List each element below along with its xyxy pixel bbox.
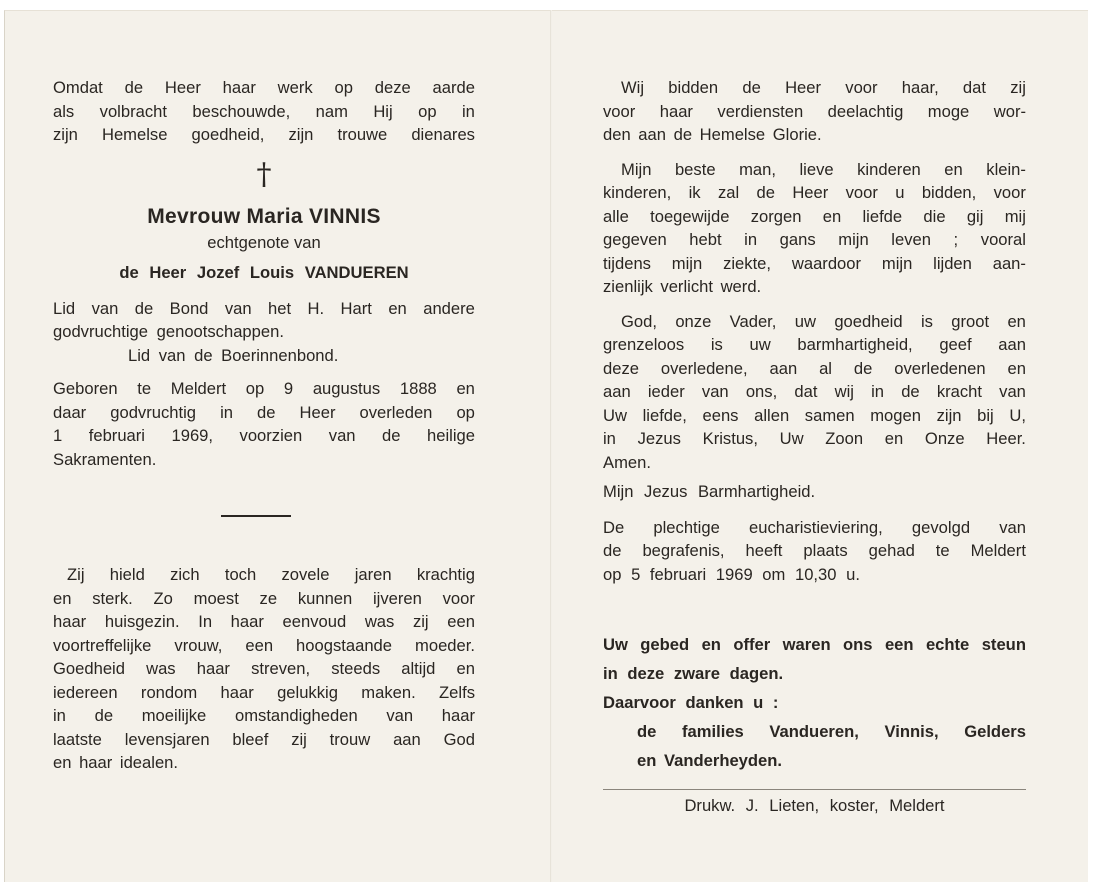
word: ze xyxy=(259,588,278,608)
spouse-name: de Heer Jozef Louis VANDUEREN xyxy=(119,262,409,282)
text-line xyxy=(53,76,475,100)
birth-paragraph xyxy=(53,377,475,471)
word: hebt xyxy=(689,230,722,249)
word: in xyxy=(871,382,885,401)
word: haar xyxy=(220,682,254,702)
word: moeilijke xyxy=(141,706,207,725)
word: zij xyxy=(291,729,307,749)
text-line xyxy=(603,310,1026,334)
word: zijn xyxy=(936,405,962,425)
word: families xyxy=(681,722,744,741)
word: offer xyxy=(733,635,771,654)
word: kinderen xyxy=(857,159,921,179)
word: Vader, xyxy=(729,311,777,331)
word: uw xyxy=(794,311,816,331)
word: steun xyxy=(981,635,1026,654)
word: zijn xyxy=(53,125,78,144)
word: in xyxy=(603,429,616,448)
word: en xyxy=(388,298,407,318)
word: godvruchtig xyxy=(110,402,197,422)
word: mijn xyxy=(838,230,869,249)
word: toegewijde xyxy=(650,206,730,226)
word: en xyxy=(1007,311,1026,331)
text-line xyxy=(603,158,1026,182)
word: de xyxy=(124,78,144,97)
word: van xyxy=(224,298,252,318)
prayer-paragraph-3 xyxy=(603,310,1026,475)
text-line xyxy=(603,205,1026,229)
word: hield xyxy=(109,565,145,584)
word: Heer xyxy=(785,78,822,97)
word: de xyxy=(134,298,154,318)
word: goedheid xyxy=(834,311,903,331)
word: Heer. xyxy=(986,429,1026,448)
text-line xyxy=(603,181,1026,205)
word: te xyxy=(935,541,950,560)
word: Uw xyxy=(779,429,804,448)
deceased-name: Mevrouw Maria VINNIS xyxy=(147,204,381,228)
word: verdiensten xyxy=(717,101,804,121)
word: toch xyxy=(224,565,257,584)
text-line xyxy=(603,516,1026,540)
word: lieve xyxy=(799,159,834,179)
word: was xyxy=(146,659,176,678)
word: haar xyxy=(196,659,230,678)
word: ons, xyxy=(745,382,778,401)
word: van xyxy=(328,426,356,445)
prayer-paragraph-1 xyxy=(603,76,1026,147)
word: Heer xyxy=(164,78,201,97)
word: waren xyxy=(782,635,831,654)
word: een xyxy=(245,635,274,655)
word: Zij xyxy=(67,565,85,584)
word: februari xyxy=(88,426,145,445)
word: huisgezin. xyxy=(104,612,180,631)
word: trouwe xyxy=(337,125,388,144)
word: Zoon xyxy=(825,429,864,448)
word: was xyxy=(364,612,395,631)
text-line: godvruchtige genootschappen. xyxy=(53,322,284,341)
word: kinderen, xyxy=(603,183,672,202)
word: groot xyxy=(951,311,990,331)
word: eenvoud xyxy=(282,612,347,631)
word: voor xyxy=(845,183,878,202)
word: rondom xyxy=(140,682,198,702)
text-line xyxy=(603,404,1026,428)
word: andere xyxy=(423,298,475,318)
word: een xyxy=(447,612,475,631)
word: tijdens xyxy=(603,253,651,273)
text-line: op 5 februari 1969 om 10,30 u. xyxy=(603,564,860,584)
printer-credit: Drukw. J. Lieten, koster, Meldert xyxy=(684,796,945,815)
word: Uw xyxy=(603,405,627,425)
word: Geboren xyxy=(53,379,118,398)
text-line xyxy=(53,681,475,705)
word: Mijn xyxy=(621,159,652,179)
text-line xyxy=(603,76,1026,100)
word: en xyxy=(53,588,72,608)
word: uw xyxy=(749,335,771,354)
word: haar xyxy=(230,612,264,631)
text-line: den aan de Hemelse Glorie. xyxy=(603,125,822,144)
word: Onze xyxy=(924,429,965,448)
word: op xyxy=(418,101,437,121)
word: dienares xyxy=(411,125,475,144)
membership-paragraph xyxy=(53,297,475,368)
word: de xyxy=(382,426,401,445)
text-line xyxy=(53,297,475,321)
word: Kristus, xyxy=(702,429,758,448)
footer-rule xyxy=(603,789,1026,790)
word: aan xyxy=(393,729,421,749)
word: echte xyxy=(925,635,970,654)
word: overleden xyxy=(359,402,433,422)
text-line xyxy=(603,252,1026,276)
word: van xyxy=(386,706,414,725)
word: ziekte, xyxy=(723,253,772,273)
word: zorgen xyxy=(750,206,802,226)
word: Omdat xyxy=(53,78,103,97)
word: aan xyxy=(603,382,631,401)
word: aarde xyxy=(432,78,475,97)
word: 1888 xyxy=(399,379,437,398)
word: wij xyxy=(834,382,854,401)
word: moest xyxy=(193,588,239,608)
spouse-label: echtgenote van xyxy=(207,232,321,252)
word: zal xyxy=(717,183,740,202)
word: De xyxy=(603,517,625,537)
word: bidden, xyxy=(921,183,977,202)
word: allen xyxy=(754,405,790,425)
text-line xyxy=(53,563,475,587)
word: God, xyxy=(621,311,657,331)
word: Hij xyxy=(373,101,393,121)
word: Hemelse xyxy=(101,125,168,144)
word: bij xyxy=(977,405,994,425)
text-line: in deze zware dagen. xyxy=(603,664,784,683)
word: mijn xyxy=(881,253,913,273)
word: Lid xyxy=(53,298,76,318)
word: geef xyxy=(939,335,972,354)
word: Vandueren, xyxy=(769,722,859,741)
word: zijn xyxy=(288,125,314,144)
text-line: Daarvoor danken u : xyxy=(603,693,779,712)
word: In xyxy=(198,612,213,631)
word: altijd xyxy=(401,659,436,678)
word: en xyxy=(944,159,963,179)
word: voor xyxy=(442,588,475,608)
word: vrouw, xyxy=(174,635,223,655)
word: de xyxy=(742,78,761,97)
word: het xyxy=(268,298,292,318)
word: gelukkig xyxy=(277,682,338,702)
cross-icon: † xyxy=(256,156,272,192)
word: Meldert xyxy=(170,379,227,398)
word: 1969, xyxy=(171,426,214,445)
word: ons xyxy=(843,635,873,654)
word: dat xyxy=(794,382,818,401)
word: gevolgd xyxy=(911,517,971,537)
word: trouw xyxy=(329,729,371,749)
word: barmhartigheid, xyxy=(797,335,913,354)
text-line xyxy=(603,333,1026,357)
word: alle xyxy=(603,206,629,226)
word: H. xyxy=(307,298,325,318)
thanks-block xyxy=(603,630,1026,775)
word: Jezus xyxy=(637,429,681,448)
word: lijden xyxy=(933,253,972,273)
word: ieder xyxy=(647,382,685,401)
word: zij xyxy=(1010,78,1026,97)
word: levensjaren xyxy=(124,729,210,749)
word: hoogstaande xyxy=(296,635,393,655)
word: maken. xyxy=(361,682,416,702)
text-line: Sakramenten. xyxy=(53,449,157,469)
text-line xyxy=(603,380,1026,404)
word: ; xyxy=(953,230,959,249)
word: steeds xyxy=(331,659,381,678)
word: Gelders xyxy=(964,722,1026,741)
word: beschouwde, xyxy=(192,101,291,121)
word: die xyxy=(923,206,946,226)
word: in xyxy=(53,706,66,725)
word: aan xyxy=(998,335,1026,354)
word: daar xyxy=(53,402,87,422)
word: van xyxy=(999,517,1026,537)
word: u xyxy=(895,183,905,202)
word: zovele xyxy=(281,565,330,584)
word: op xyxy=(245,379,265,398)
text-line: zienlijk verlicht werd. xyxy=(603,277,762,296)
word: de xyxy=(756,183,775,202)
word: haar xyxy=(222,78,256,97)
text-line xyxy=(53,100,475,124)
word: te xyxy=(137,379,152,398)
text-line xyxy=(53,587,475,611)
word: zij xyxy=(412,612,429,631)
word: 9 xyxy=(283,379,294,398)
text-line: Lid van de Boerinnenbond. xyxy=(128,345,339,365)
word: Meldert xyxy=(970,541,1026,560)
word: onze xyxy=(675,311,712,331)
word: de xyxy=(853,358,873,378)
text-line xyxy=(53,657,475,681)
word: en xyxy=(1007,358,1026,378)
word: nam xyxy=(315,101,348,121)
word: is xyxy=(920,311,933,331)
word: de xyxy=(637,722,657,741)
word: streven, xyxy=(251,659,311,678)
text-line xyxy=(603,427,1026,451)
word: voor xyxy=(993,183,1026,202)
word: Bond xyxy=(169,298,209,318)
word: voorzien xyxy=(239,426,303,445)
word: beste xyxy=(674,159,716,179)
word: en xyxy=(822,206,842,226)
word: moge xyxy=(927,101,970,121)
word: goedheid, xyxy=(191,125,265,144)
word: ik xyxy=(688,183,701,202)
word: aan- xyxy=(992,253,1026,273)
word: Goedheid xyxy=(53,659,125,678)
word: mogen xyxy=(870,405,921,425)
word: heilige xyxy=(427,426,475,445)
prayer-paragraph-2 xyxy=(603,158,1026,299)
word: haar xyxy=(441,706,475,725)
word: God xyxy=(443,729,475,749)
word: gebed xyxy=(640,635,690,654)
text-line xyxy=(603,539,1026,563)
word: overledenen xyxy=(894,358,986,378)
life-paragraph xyxy=(53,563,475,775)
word: eens xyxy=(702,405,739,425)
left-page xyxy=(53,76,475,775)
funeral-paragraph xyxy=(603,516,1026,587)
word: in xyxy=(744,230,758,249)
word: Zo xyxy=(153,588,173,608)
word: van xyxy=(701,382,729,401)
word: voor xyxy=(845,78,878,97)
word: de xyxy=(257,402,276,422)
text-line xyxy=(637,717,1026,746)
word: Zelfs xyxy=(439,682,475,702)
word: moeder. xyxy=(415,635,475,655)
word: de xyxy=(603,541,622,560)
word: de xyxy=(901,382,920,401)
text-line xyxy=(53,123,475,147)
word: augustus xyxy=(312,379,381,398)
word: een xyxy=(884,635,914,654)
word: Vinnis, xyxy=(884,722,939,741)
word: al xyxy=(819,358,832,378)
word: sterk. xyxy=(92,588,133,608)
word: en xyxy=(456,659,475,678)
text-line xyxy=(53,704,475,728)
word: leven xyxy=(891,230,931,249)
card-fold xyxy=(550,10,552,882)
word: en xyxy=(456,379,475,398)
word: mijn xyxy=(671,253,703,273)
word: wor- xyxy=(993,101,1026,121)
word: Wij xyxy=(621,78,645,97)
word: gehad xyxy=(868,541,915,560)
word: klein- xyxy=(986,159,1026,179)
text-line xyxy=(603,357,1026,381)
word: liefde xyxy=(862,206,903,226)
word: haar xyxy=(53,612,87,631)
word: kracht xyxy=(936,382,982,401)
word: man, xyxy=(739,159,776,179)
word: op xyxy=(456,402,475,422)
word: voortreffelijke xyxy=(53,635,152,655)
word: bleef xyxy=(232,729,269,749)
word: overledene, xyxy=(660,358,748,378)
word: werk xyxy=(277,78,313,97)
word: als xyxy=(53,101,75,121)
word: in xyxy=(462,101,475,121)
text-line: en Vanderheyden. xyxy=(637,751,783,770)
word: mij xyxy=(1004,206,1026,226)
word: ijveren xyxy=(373,588,422,608)
word: plaats xyxy=(803,541,848,560)
word: vooral xyxy=(980,230,1026,249)
word: aan xyxy=(769,358,798,378)
word: deelachtig xyxy=(827,101,904,121)
word: iedereen xyxy=(53,682,118,702)
word: liefde, xyxy=(642,405,687,425)
word: Uw xyxy=(603,635,628,654)
word: gegeven xyxy=(603,230,667,249)
word: eucharistieviering, xyxy=(749,517,883,537)
word: de xyxy=(94,706,114,725)
word: op xyxy=(334,78,353,97)
word: haar xyxy=(659,101,693,121)
word: Heer xyxy=(299,402,336,422)
word: en xyxy=(884,429,904,448)
text-line xyxy=(53,728,475,752)
word: zich xyxy=(170,565,200,584)
word: van xyxy=(999,382,1026,401)
text-line: Amen. xyxy=(603,452,651,472)
text-line xyxy=(53,610,475,634)
intro-paragraph xyxy=(53,76,475,147)
word: gans xyxy=(779,230,816,249)
right-page xyxy=(603,76,1026,816)
word: in xyxy=(220,402,233,422)
word: Heer xyxy=(792,183,829,202)
word: bidden xyxy=(668,78,719,97)
text-line: en haar idealen. xyxy=(53,753,179,772)
word: omstandigheden xyxy=(234,706,358,725)
word: van xyxy=(91,298,119,318)
text-line xyxy=(603,630,1026,659)
word: heeft xyxy=(745,541,783,560)
text-line xyxy=(603,100,1026,124)
word: plechtige xyxy=(653,517,720,537)
word: grenzeloos xyxy=(603,335,685,354)
word: U, xyxy=(1009,405,1026,425)
text-line xyxy=(53,424,475,448)
word: kunnen xyxy=(297,588,353,608)
word: deze xyxy=(603,358,639,378)
word: begrafenis, xyxy=(642,541,725,560)
word: samen xyxy=(804,405,855,425)
text-line xyxy=(53,401,475,425)
word: dat xyxy=(962,78,986,97)
text-line xyxy=(53,634,475,658)
word: haar, xyxy=(901,78,939,97)
text-line xyxy=(603,228,1026,252)
word: gij xyxy=(966,206,984,226)
word: deze xyxy=(374,78,411,97)
word: en xyxy=(701,635,721,654)
word: 1 xyxy=(53,426,63,445)
word: laatste xyxy=(53,729,102,749)
text-line xyxy=(53,377,475,401)
word: jaren xyxy=(354,565,392,584)
word: volbracht xyxy=(99,101,167,121)
word: waardoor xyxy=(791,253,862,273)
word: voor xyxy=(603,101,636,121)
invocation: Mijn Jezus Barmhartigheid. xyxy=(603,482,816,501)
word: Hart xyxy=(340,298,372,318)
word: krachtig xyxy=(416,565,475,584)
word: is xyxy=(710,335,723,354)
